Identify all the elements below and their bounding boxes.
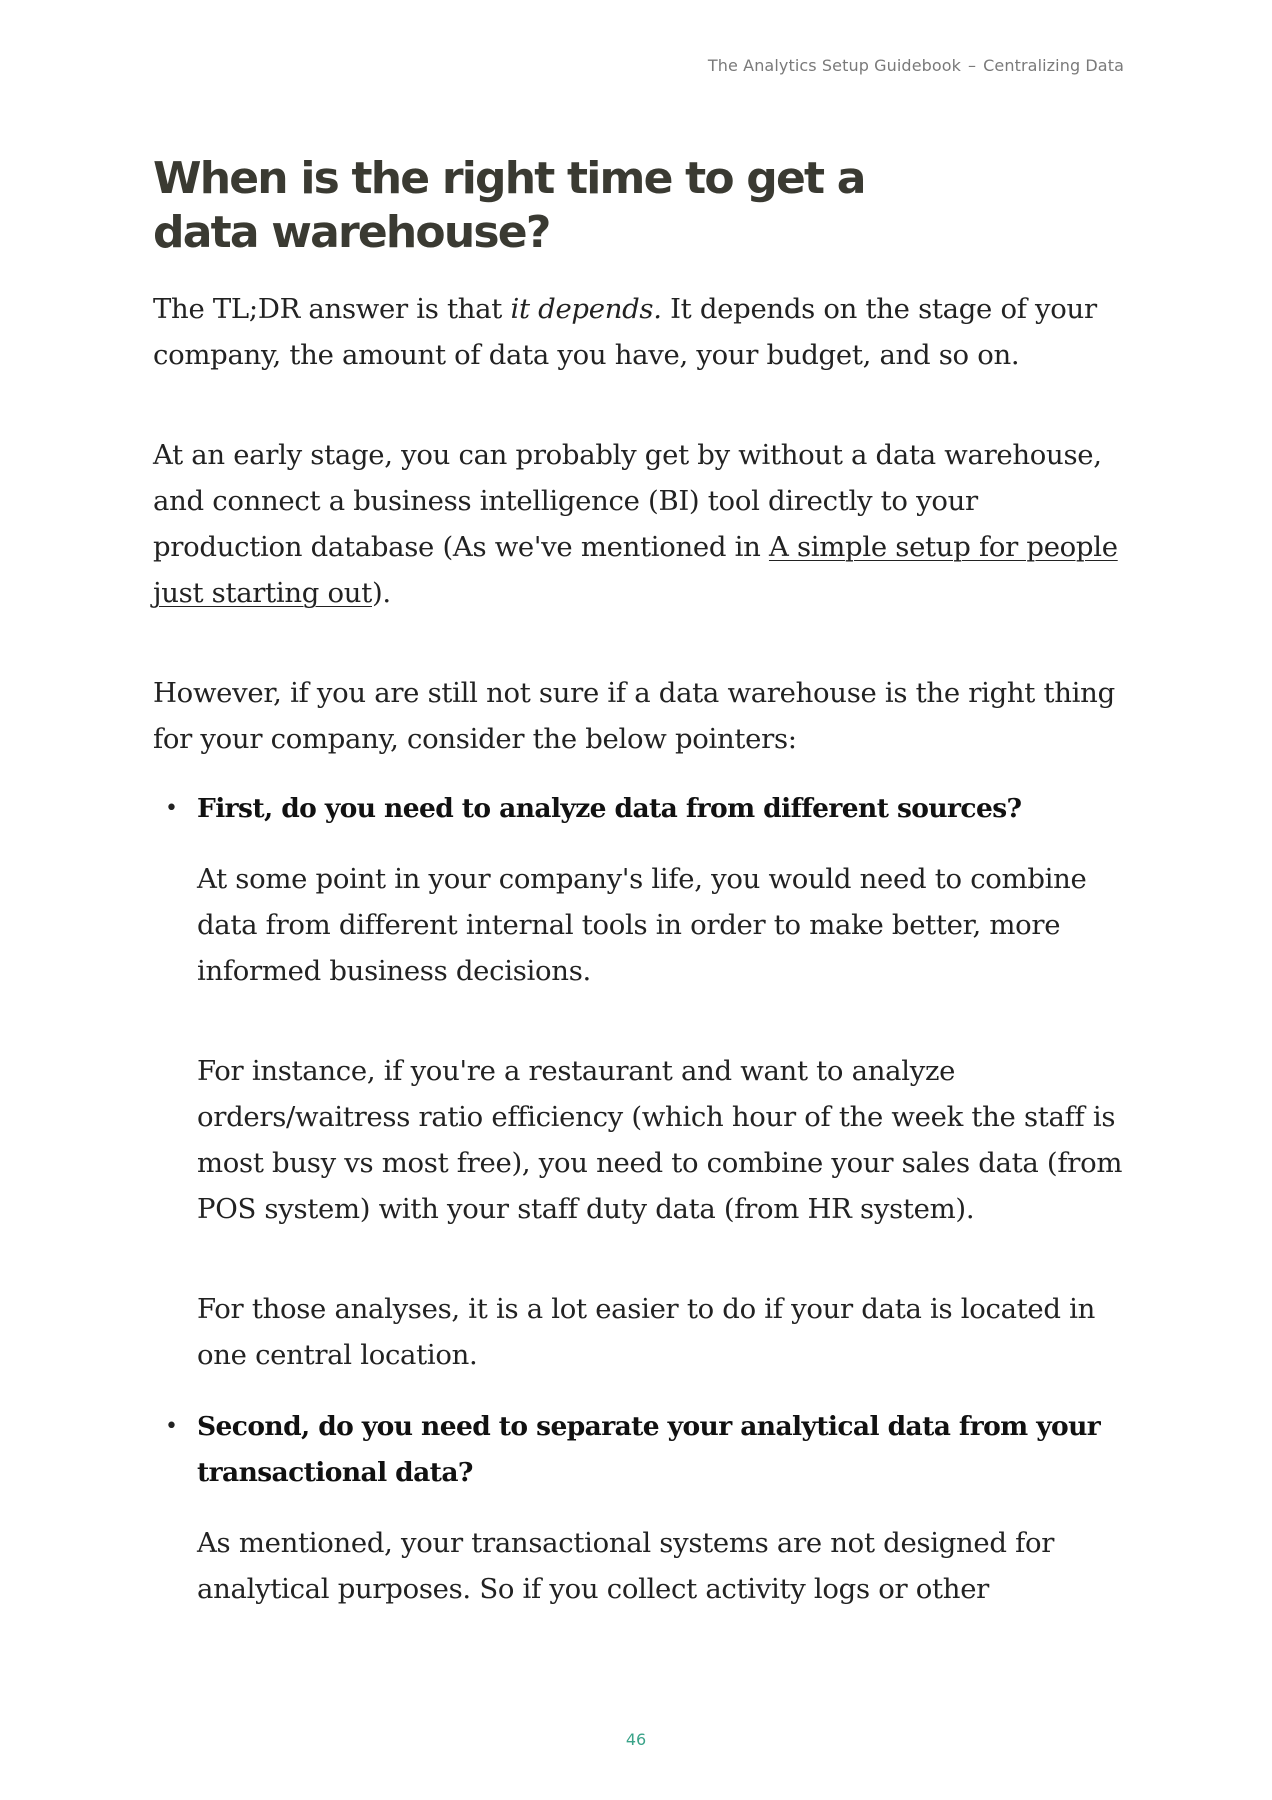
running-header (708, 56, 1124, 75)
paragraph-early-stage (153, 432, 1135, 616)
bullet-icon: • (165, 1414, 178, 1439)
paragraph-pointers-intro: However, if you are still not sure if a data warehouse is the right thing for your company, consider the below pointers: (153, 677, 1115, 755)
paragraph-early-stage-start: At an early stage, you can probably get by without a data warehouse, and connect a business intelligence (BI) tool directly to your production database (As we've mentioned in (153, 439, 1102, 563)
list-item (153, 1404, 1135, 1612)
book-title: The Analytics Setup Guidebook (707, 56, 962, 75)
paragraph-tldr (153, 286, 1135, 378)
bullet-icon: • (165, 796, 178, 821)
pointers-list (153, 786, 1135, 1612)
page-number: 46 (625, 1730, 647, 1749)
point-paragraph: For those analyses, it is a lot easier to do if your data is located in one central location. (197, 1293, 1096, 1371)
list-item (153, 786, 1135, 1378)
section-title: When is the right time to get a data warehouse? (153, 153, 865, 258)
point-paragraph: For instance, if you're a restaurant and want to analyze orders/waitress ratio efficiency (which hour of the week the staff is most busy vs most free), you need to combine your sales data (from POS system) with your staff duty data (from HR system). (197, 1055, 1123, 1225)
paragraph-tldr-emphasis: it depends. (510, 293, 662, 325)
simple-setup-link[interactable]: A simple setup for people just starting out (153, 531, 1118, 609)
point-paragraph: As mentioned, your transactional systems are not designed for analytical purposes. So if you collect activity logs or other (197, 1527, 1055, 1605)
paragraph-early-stage-end: ). (371, 577, 391, 609)
point-title: Second, do you need to separate your analytical data from your transactional data? (197, 1411, 1101, 1488)
paragraph-tldr-start: The TL;DR answer is that (153, 293, 511, 325)
page-content (153, 152, 1135, 1638)
paragraph-tldr-end: It depends on the stage of your company, the amount of data you have, your budget, and so on. (153, 293, 1097, 371)
header-separator: – (968, 56, 977, 75)
point-paragraph: At some point in your company's life, you would need to combine data from different internal tools in order to make better, more informed business decisions. (197, 863, 1087, 987)
point-title: First, do you need to analyze data from different sources? (197, 793, 1022, 824)
chapter-title: Centralizing Data (983, 56, 1124, 75)
